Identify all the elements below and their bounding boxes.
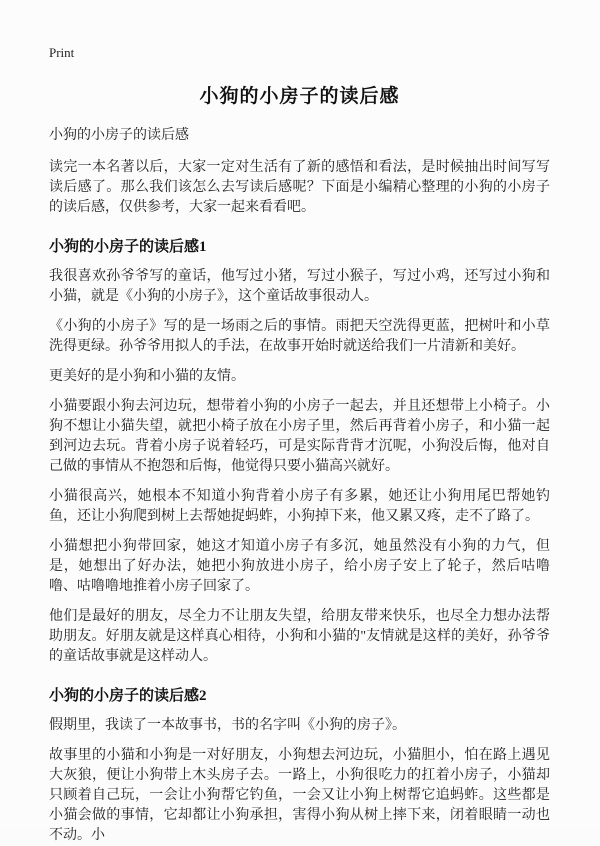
paragraph: 《小狗的小房子》写的是一场雨之后的事情。雨把天空洗得更蓝，把树叶和小草洗得更绿。孙爷爷用拟人的手法，在故事开始时就送给我们一片清新和美好。 (49, 319, 550, 354)
paragraph: 他们是最好的朋友，尽全力不让朋友失望，给朋友带来快乐，也尽全力想办法帮助朋友。好朋友就是这样真心相待，小狗和小猫的"友情就是这样的美好，孙爷爷的童话故事就是这样动人。 (49, 609, 550, 664)
page-title: 小狗的小房子的读后感 (199, 86, 400, 107)
print-link[interactable]: Print (49, 45, 75, 60)
paragraph: 故事里的小猫和小狗是一对好朋友，小狗想去河边玩，小猫胆小，怕在路上遇见大灰狼，便让小狗带上木头房子去。一路上，小狗很吃力的扛着小房子，小猫却只顾着自己玩，一会让小狗帮它钓鱼，一会又让小狗上树帮它追蚂蚱。这些都是小猫会做的事情，它却都让小狗承担，害得小狗从树上摔下来，闭着眼睛一动也不动。小 (49, 748, 550, 843)
paragraph: 小猫要跟小狗去河边玩，想带着小狗的小房子一起去，并且还想带上小椅子。小狗不想让小猫失望，就把小椅子放在小房子里，然后再背着小房子，和小猫一起到河边去玩。背着小房子说着轻巧，可是实际背背才沉呢，小狗没后悔，他对自己做的事情从不抱怨和后悔，他觉得只要小猫高兴就好。 (49, 399, 550, 474)
paragraph: 假期里，我读了一本故事书，书的名字叫《小狗的房子》。 (49, 718, 406, 733)
paragraph: 我很喜欢孙爷爷写的童话，他写过小猪，写过小猴子，写过小鸡，还写过小狗和小猫，就是《小狗的小房子》，这个童话故事很动人。 (49, 269, 550, 304)
paragraph: 小猫很高兴，她根本不知道小狗背着小房子有多累，她还让小狗用尾巴帮她钓鱼，还让小狗爬到树上去帮她捉蚂蚱，小狗掉下来，他又累又疼，走不了路了。 (49, 489, 550, 524)
paragraph: 更美好的是小狗和小猫的友情。 (49, 369, 245, 384)
section-heading-1: 小狗的小房子的读后感1 (49, 239, 207, 255)
document-subtitle: 小狗的小房子的读后感 (49, 128, 189, 143)
section-heading-2: 小狗的小房子的读后感2 (49, 688, 207, 704)
intro-paragraph: 读完一本名著以后，大家一定对生活有了新的感悟和看法，是时候抽出时间写写读后感了。那么我们该怎么去写读后感呢？下面是小编精心整理的小狗的小房子的读后感，仅供参考，大家一起来看看吧。 (49, 160, 550, 215)
paragraph: 小猫想把小狗带回家，她这才知道小房子有多沉，她虽然没有小狗的力气，但是，她想出了好办法，她把小狗放进小房子，给小房子安上了轮子，然后咕噜噜、咕噜噜地推着小房子回家了。 (49, 539, 550, 594)
